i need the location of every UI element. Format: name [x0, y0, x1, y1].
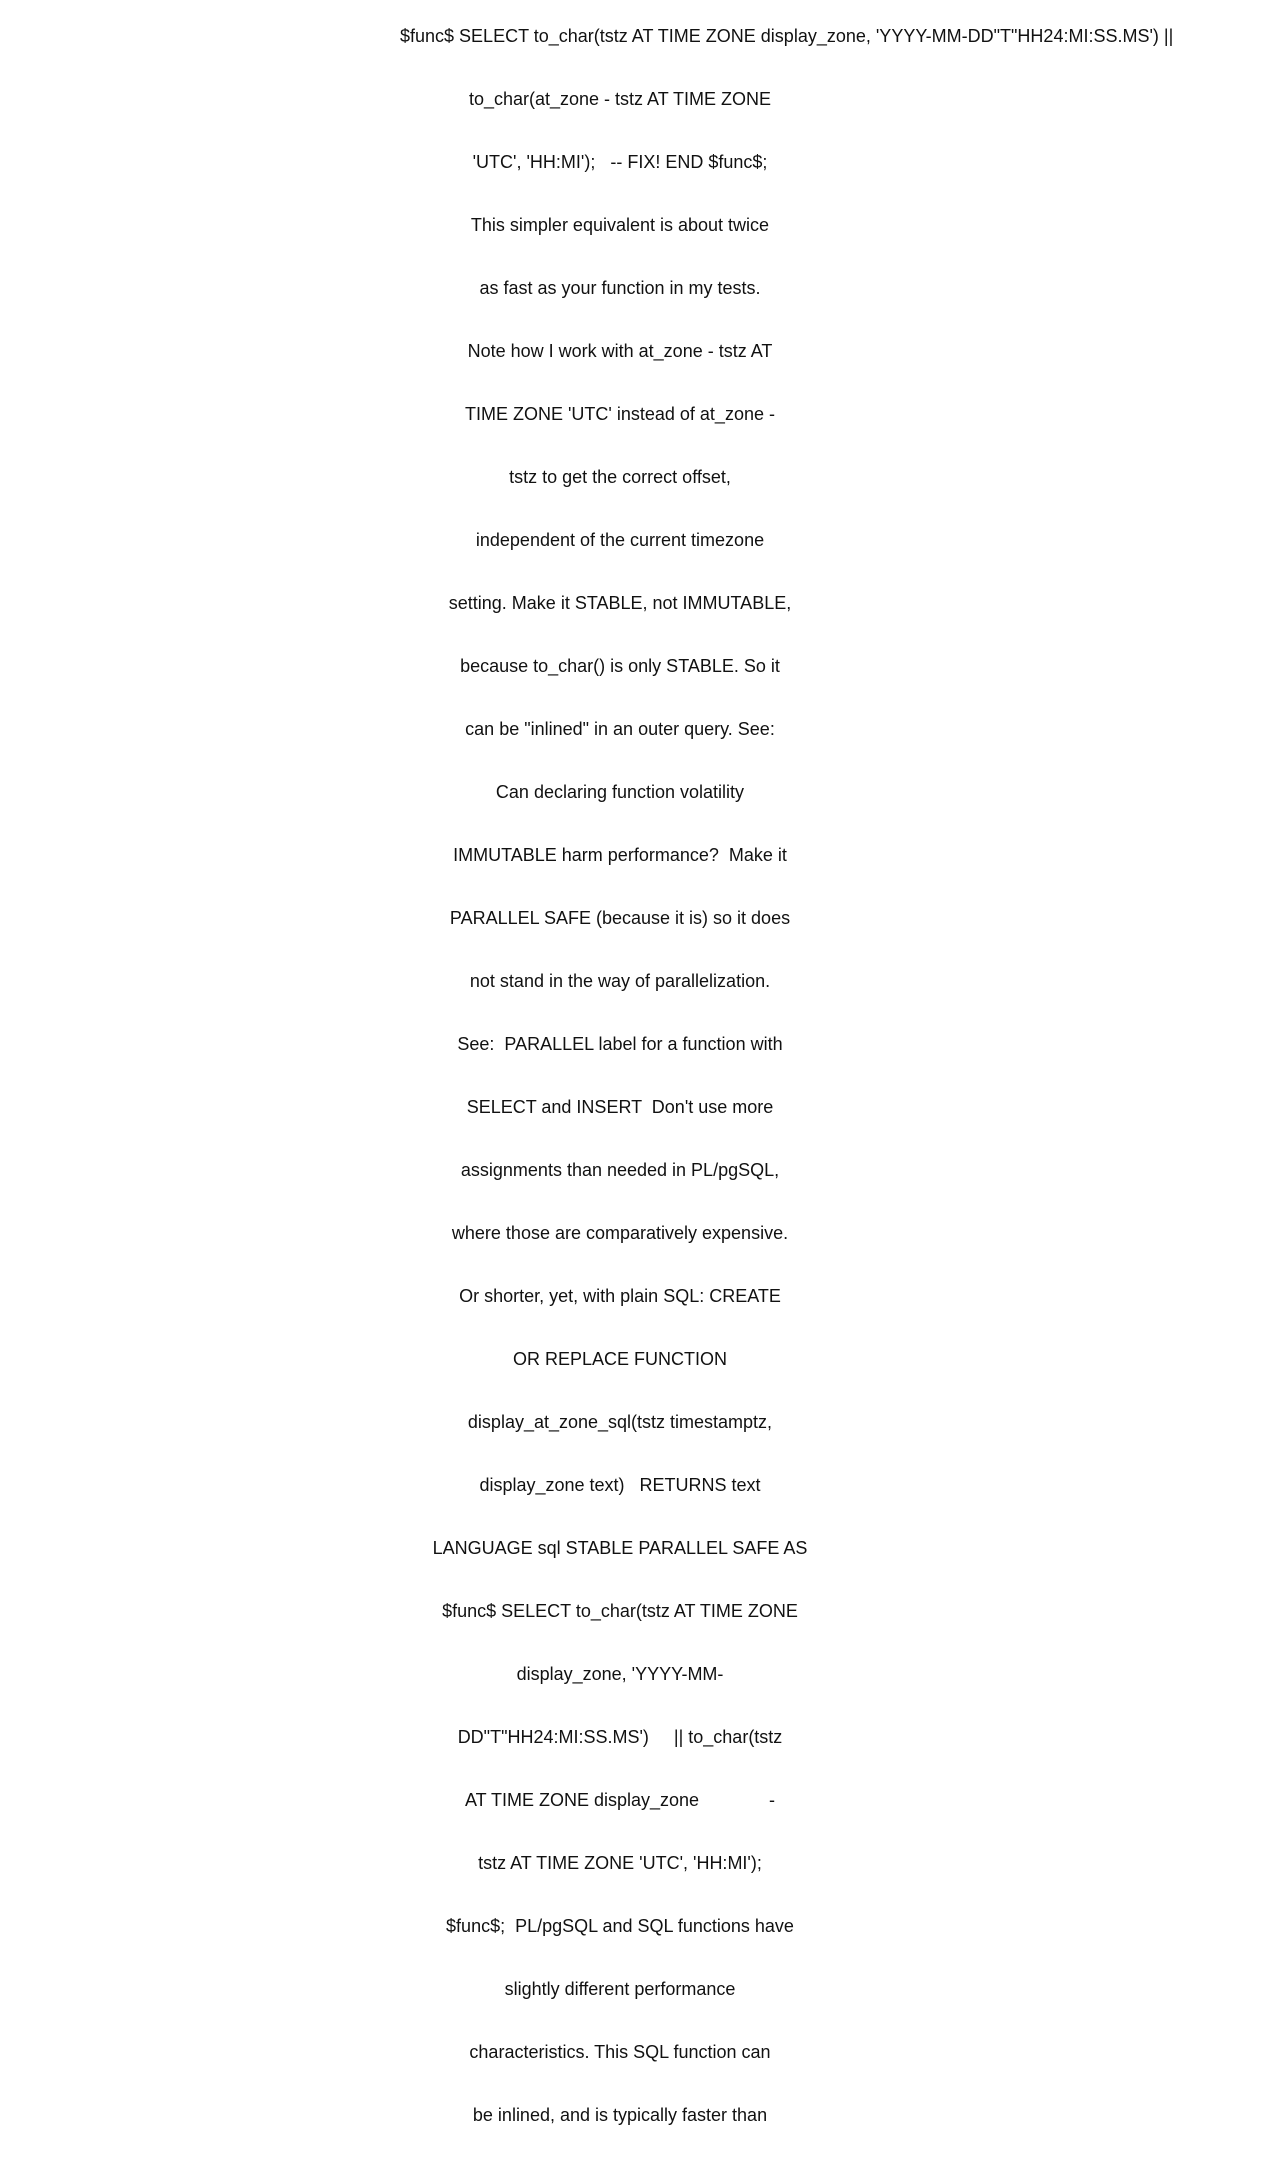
text-line: 'UTC', 'HH:MI'); -- FIX! END $func$;: [472, 152, 768, 172]
text-line: Can declaring function volatility: [495, 782, 745, 802]
text-line: as fast as your function in my tests.: [479, 278, 761, 298]
text-line: display_zone text) RETURNS text: [479, 1475, 761, 1495]
text-line: $func$ SELECT to_char(tstz AT TIME ZONE: [442, 1601, 798, 1621]
text-line: PARALLEL SAFE (because it is) so it does: [449, 908, 791, 928]
text-line: because to_char() is only STABLE. So it: [460, 656, 780, 676]
text-line: IMMUTABLE harm performance? Make it: [453, 845, 787, 865]
answer-text-column: [400, 0, 1174, 2168]
text-line: LANGUAGE sql STABLE PARALLEL SAFE AS: [432, 1538, 808, 1558]
text-line: Or shorter, yet, with plain SQL: CREATE: [459, 1286, 781, 1306]
text-line: tstz AT TIME ZONE 'UTC', 'HH:MI');: [478, 1853, 762, 1873]
text-line: Note how I work with at_zone - tstz AT: [467, 341, 773, 361]
text-line: be inlined, and is typically faster than: [472, 2105, 768, 2125]
text-line: assignments than needed in PL/pgSQL,: [460, 1160, 780, 1180]
text-line: $func$; PL/pgSQL and SQL functions have: [446, 1916, 794, 1936]
text-line: DD"T"HH24:MI:SS.MS') || to_char(tstz: [457, 1727, 783, 1747]
text-line: display_zone, 'YYYY-MM-: [516, 1664, 724, 1684]
text-line: $func$ SELECT to_char(tstz AT TIME ZONE display_zone, 'YYYY-MM-DD"T"HH24:MI:SS.MS') ||: [400, 26, 1174, 46]
text-line: This simpler equivalent is about twice: [470, 215, 770, 235]
text-line: characteristics. This SQL function can: [469, 2042, 771, 2062]
text-line: to_char(at_zone - tstz AT TIME ZONE: [468, 89, 772, 109]
text-line: See: PARALLEL label for a function with: [457, 1034, 783, 1054]
text-line: tstz to get the correct offset,: [509, 467, 731, 487]
text-line: slightly different performance: [504, 1979, 736, 1999]
text-line: independent of the current timezone: [475, 530, 765, 550]
text-line: OR REPLACE FUNCTION: [512, 1349, 728, 1369]
text-line: AT TIME ZONE display_zone -: [464, 1790, 776, 1810]
text-line: can be "inlined" in an outer query. See:: [465, 719, 775, 739]
text-line: where those are comparatively expensive.: [451, 1223, 789, 1243]
text-line: not stand in the way of parallelization.: [469, 971, 771, 991]
text-line: display_at_zone_sql(tstz timestamptz,: [467, 1412, 773, 1432]
text-line: TIME ZONE 'UTC' instead of at_zone -: [465, 404, 775, 424]
text-line: SELECT and INSERT Don't use more: [466, 1097, 774, 1117]
text-line: setting. Make it STABLE, not IMMUTABLE,: [448, 593, 792, 613]
